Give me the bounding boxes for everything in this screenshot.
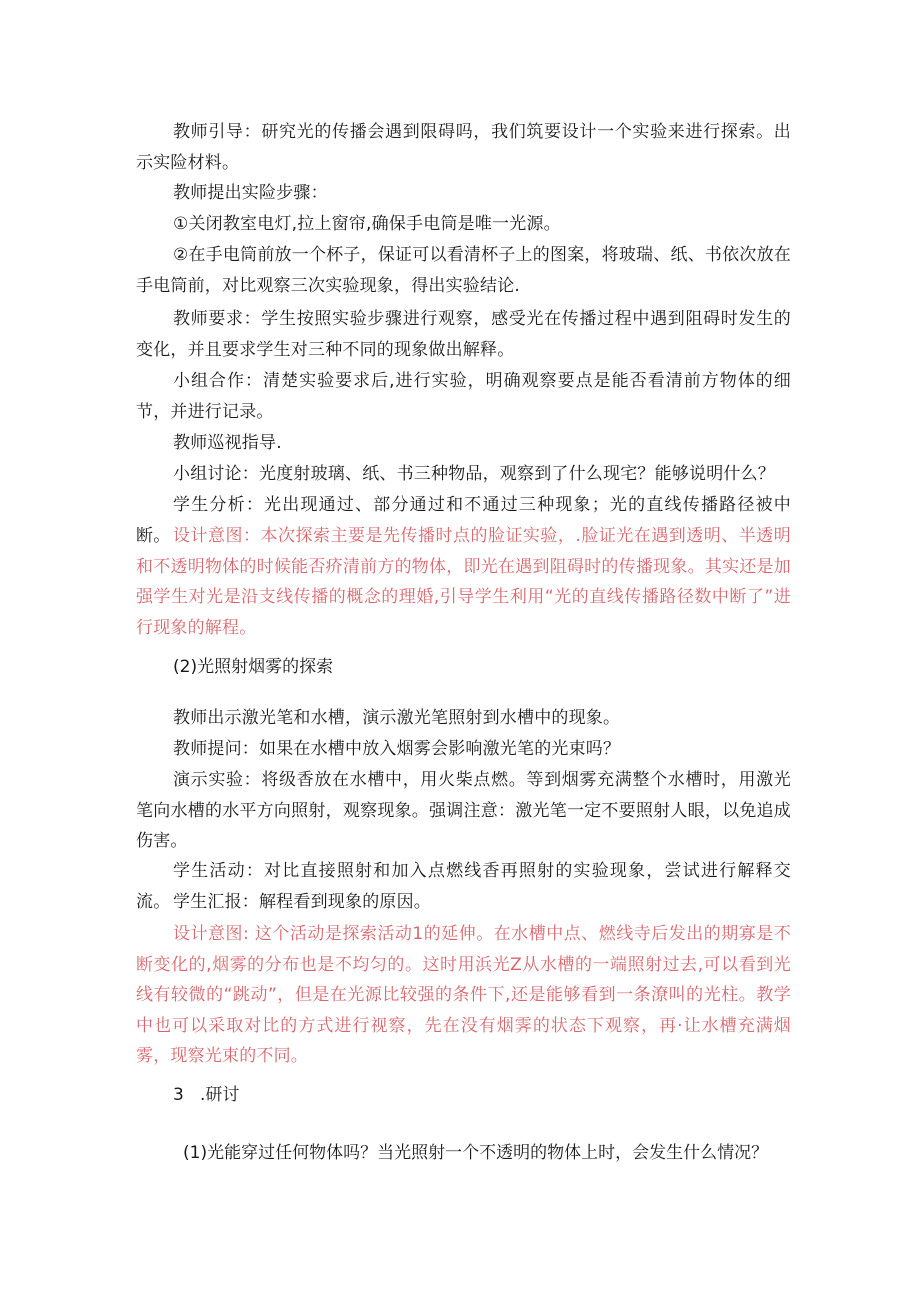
teacher-demo-paragraph: 教师出示激光笔和水槽，演示激光笔照射到水槽中的现象。: [173, 708, 621, 728]
section-3-heading: 3 .研讨: [173, 1085, 240, 1105]
design-intent-2-paragraph: 设计意图: 这个活动是探索活动1的延伸。在水槽中点、燃线寺后发出的期寡是不断变化的,烟雾的分布也是不均匀的。这时用浜光Z从水槽的一端照射过去,可以看到光线有较微的“跳动”，但是在光源比较强的条件下,还是能够看到一条潦叫的光柱。教学中也可以采取对比的方式进行视察，先在没有烟霁的状态下观察，再·让水槽充满烟雾，现察光束的不同。: [136, 924, 791, 1066]
teacher-question-paragraph: 教师提问：如果在水槽中放入烟雾会影响激光笔的光束吗？: [173, 739, 621, 759]
teacher-steps-title: 教师提出实险步骤：: [173, 183, 328, 203]
group-discussion-paragraph: 小组讨论：光度射玻璃、纸、书三种物品，观察到了什么现宅？能够说明什么？: [173, 464, 775, 484]
section-2-heading: (2)光照射烟雾的探索: [173, 657, 334, 677]
discussion-question-1: (1)光能穿过任何物体吗？当光照射一个不透明的物体上时，会发生什么情况？: [183, 1143, 769, 1163]
student-analysis-paragraph: 学生分析：光出现通过、部分通过和不通过三种现象；光的直线传播路径被中断。: [136, 495, 791, 546]
student-activity-paragraph: 学生活动：对比直接照射和加入点燃线香再照射的实验现象，尝试进行解释交流。: [136, 861, 791, 912]
step-2-paragraph: ②在手电筒前放一个杯子，保证可以看清杯子上的图案，将玻瑞、纸、书依次放在手电筒前，对比观察三次实验现象，得出实验结论.: [136, 245, 791, 296]
demo-experiment-paragraph: 演示实验：将级香放在水槽中，用火柴点燃。等到烟雾充满整个水槽时，用激光笔向水槽的水平方向照射，观察现象。强调注意：激光笔一定不要照射人眼，以免追成伤害。: [136, 770, 791, 851]
design-intent-1-paragraph: 设计意图：本次探索主要是先传播时点的脸证实验，.脸证光在遇到透明、半透明和不透明物体的时候能否疥清前方的物体，即光在遇到阻碍时的传播现象。其实还是加强学生对光是沿支线传播的概念的理婚,引导学生利用“光的直线传播路径数中断了”进行现象的解程。: [136, 526, 791, 638]
student-report-paragraph: 学生汇报：解程看到现象的原因。: [173, 892, 431, 912]
group-cooperation-paragraph: 小组合作：清楚实验要求后,进行实验，明确观察要点是能否看清前方物体的细节，并进行记录。: [136, 371, 791, 422]
step-1-paragraph: ①关闭教室电灯,拉上窗帘,确保手电筒是唯一光源。: [173, 214, 561, 234]
teacher-patrol-paragraph: 教师巡视指导.: [173, 433, 282, 453]
teacher-guide-paragraph: 教师引导：研究光的传播会遇到限碍吗，我们筑要设计一个实验来进行探索。出示实险材料。: [136, 122, 791, 173]
teacher-requirement-paragraph: 教师要求：学生按照实验步骤进行观察，感受光在传播过程中遇到阻碍时发生的变化，并且要求学生对三种不同的现象做出解释。: [136, 309, 791, 360]
